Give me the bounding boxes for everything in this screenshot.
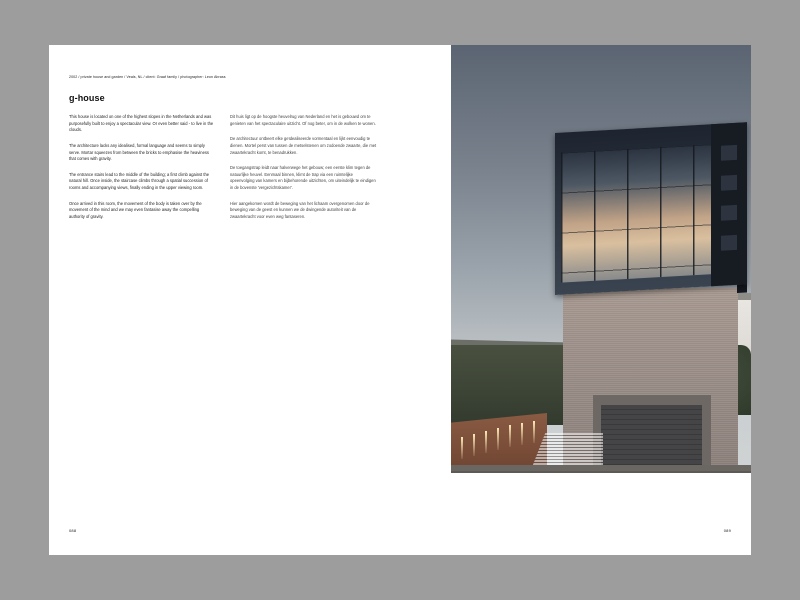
garden-planting bbox=[451, 345, 569, 425]
house-photograph bbox=[451, 45, 751, 473]
window-slot bbox=[721, 235, 737, 251]
book-spread bbox=[49, 45, 751, 555]
light-streak bbox=[461, 437, 463, 459]
light-streak bbox=[509, 425, 511, 447]
folio-right: 089 bbox=[723, 528, 731, 533]
window-slot bbox=[721, 175, 737, 191]
paragraph: This house is located on one of the highest slopes in the Netherlands and was purposefully built to enjoy a spectacular view. Or even better said - to live in the clouds. bbox=[69, 114, 214, 133]
light-streak bbox=[485, 431, 487, 453]
paragraph: De toegangstrap leidt naar halverwege het gebouw; een eerste klim tegen de natuurlijke heuvel. Eenmaal binnen, klimt de trap via een ruimtelijke opeenvolging van kamers en bijbehorende uitzichten, om uiteindelijk te eindigen in de bovenste 'vergezichtskamer'. bbox=[230, 165, 376, 190]
light-streak bbox=[473, 434, 475, 456]
window-slot bbox=[721, 145, 737, 161]
left-page bbox=[49, 45, 400, 555]
credit-line: 2002 / private house and garden / Veals, NL / client: Graaf family / photographer: Leon Abrass bbox=[69, 75, 226, 79]
glazed-upper-volume bbox=[555, 122, 747, 295]
window-slot bbox=[721, 205, 737, 221]
glass-panes bbox=[561, 144, 713, 282]
light-streak bbox=[497, 428, 499, 450]
light-streak bbox=[533, 421, 535, 443]
paragraph: The architecture lacks any idealised, formal language and seems to simply serve. Mortar squeezes from between the bricks to emphasise the heaviness that comes with gravity. bbox=[69, 142, 209, 162]
paragraph: Dit huis ligt op de hoogste heuvelrug van Nederland en het is gebouwd om te genieten van het spectaculaire uitzicht. Of nog beter, om in de wolken te wonen. bbox=[230, 114, 376, 126]
dark-end-panel bbox=[711, 122, 747, 286]
window-mullion-grid bbox=[561, 144, 713, 282]
paragraph: De architectuur ontbeert elke geïdealiseerde vormentaal en lijkt eenvoudig te dienen. Mortel perst van tussen de metselstenen om zodoende zwaarte, die met zwaartekracht komt, te benadrukken. bbox=[230, 136, 377, 155]
text-columns bbox=[69, 114, 377, 230]
page-title: g-house bbox=[69, 93, 105, 103]
dutch-column bbox=[230, 114, 377, 230]
right-page bbox=[400, 45, 751, 555]
paragraph: Once arrived in this room, the movement of the body is taken over by the movement of the mind and we may even fantasise away the compelling authority of gravity. bbox=[69, 200, 202, 219]
folio-left: 088 bbox=[69, 528, 77, 533]
wall-lights bbox=[455, 417, 547, 469]
garage-door bbox=[601, 405, 702, 473]
english-column bbox=[69, 114, 216, 230]
paving-edge bbox=[451, 471, 751, 473]
paragraph: The entrance stairs lead to the middle of the building; a first climb against the natural hill. Once inside, the staircase climbs through a spatial succession of rooms and accompanying views, finally ending in the upper viewing room. bbox=[69, 171, 210, 190]
paragraph: Hier aangekomen wordt de beweging van het lichaam overgenomen door de beweging van de geest en kunnen we de dwingende autoriteit van de zwaartekracht voor even weg fantaseren. bbox=[230, 200, 370, 219]
light-streak bbox=[521, 423, 523, 445]
